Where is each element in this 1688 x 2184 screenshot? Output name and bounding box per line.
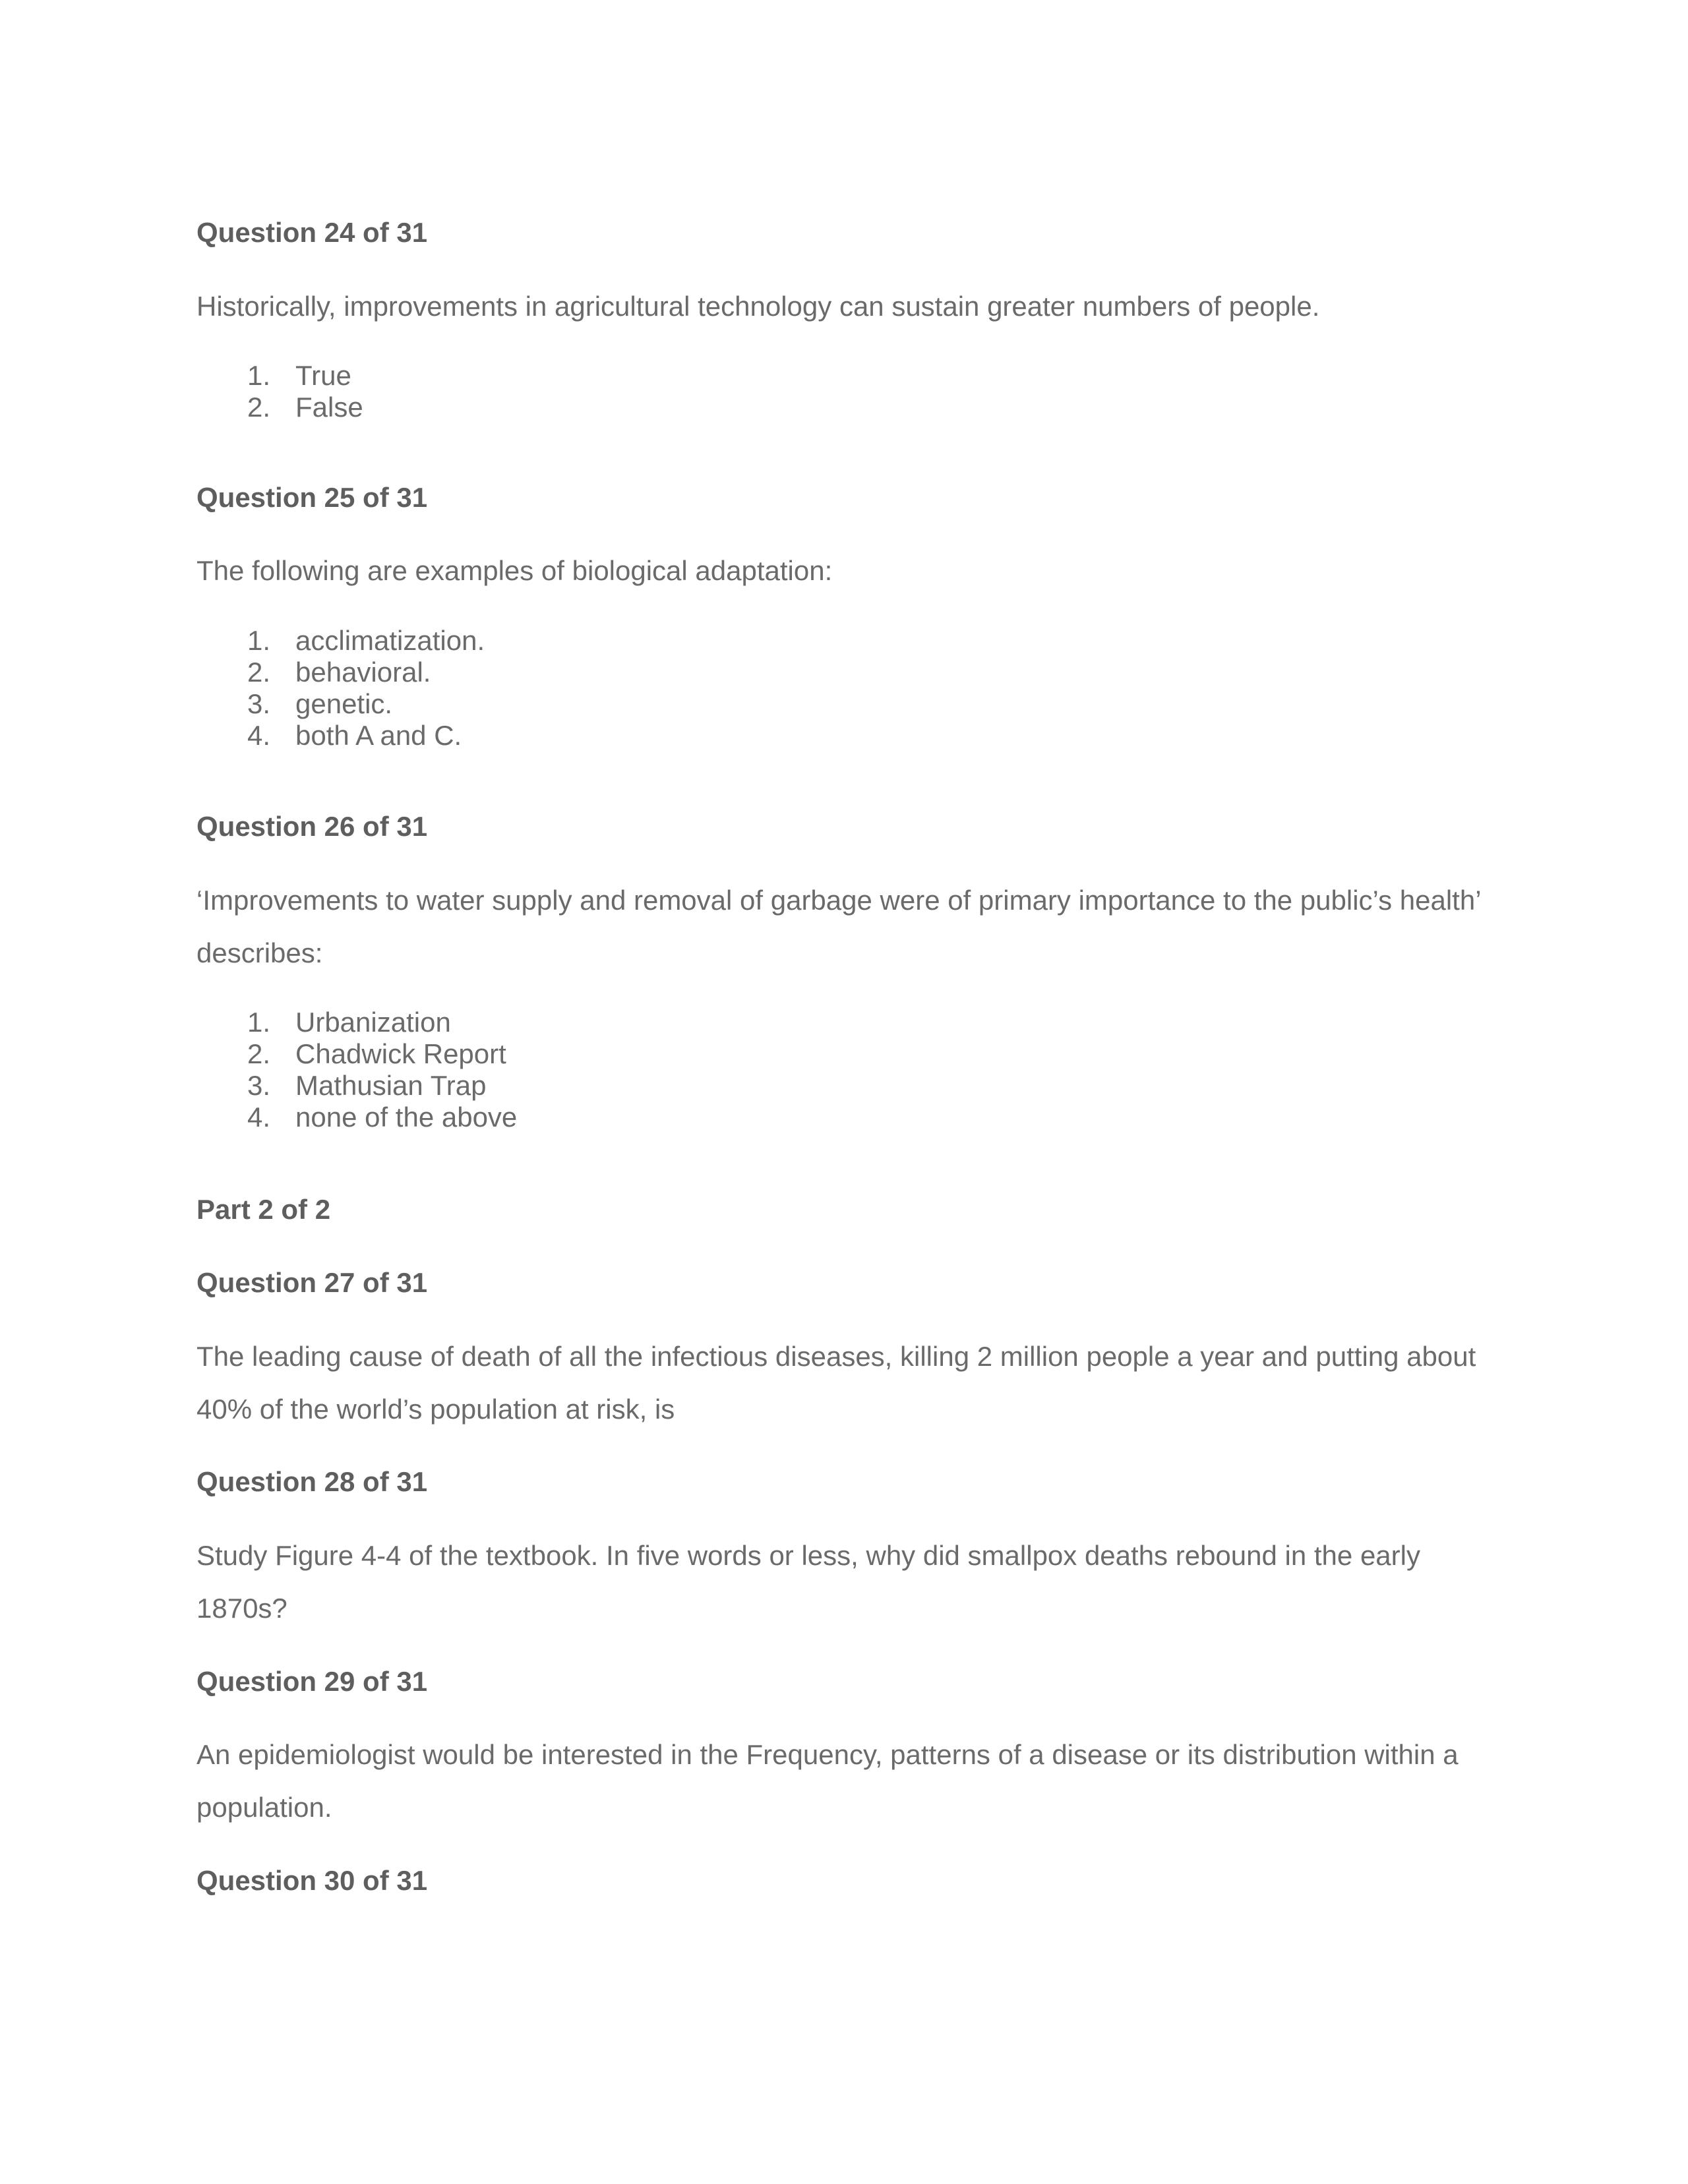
prompt-line: ‘Improvements to water supply and removal of garbage were of primary importance to the public’s health’ — [196, 885, 1482, 916]
question-29-prompt — [196, 1728, 1489, 1834]
question-28-heading: Question 28 of 31 — [196, 1466, 428, 1497]
question-27-prompt — [196, 1330, 1489, 1436]
option-item: 1. True — [247, 360, 351, 391]
prompt-line: Study Figure 4-4 of the textbook. In five words or less, why did smallpox deaths rebound in the early — [196, 1540, 1420, 1571]
option-item: 1. Urbanization — [247, 1007, 451, 1038]
part-heading: Part 2 of 2 — [196, 1194, 331, 1225]
prompt-line: The leading cause of death of all the infectious diseases, killing 2 million people a year and putting about — [196, 1341, 1476, 1372]
question-26-prompt — [196, 874, 1489, 980]
question-26-heading: Question 26 of 31 — [196, 811, 428, 842]
prompt-line: population. — [196, 1792, 332, 1823]
question-28-prompt — [196, 1529, 1489, 1635]
option-item: 4. both A and C. — [247, 720, 462, 751]
question-25-heading: Question 25 of 31 — [196, 482, 428, 513]
option-item: 3. Mathusian Trap — [247, 1070, 487, 1101]
question-25-options — [196, 625, 485, 752]
option-item: 3. genetic. — [247, 688, 393, 719]
question-26-options — [196, 1007, 517, 1133]
option-item: 4. none of the above — [247, 1102, 518, 1133]
option-item: 2. behavioral. — [247, 657, 431, 688]
question-27-heading: Question 27 of 31 — [196, 1267, 428, 1298]
option-item: 1. acclimatization. — [247, 625, 485, 656]
question-24-options — [196, 360, 363, 423]
prompt-line: describes: — [196, 937, 323, 968]
prompt-line: An epidemiologist would be interested in the Frequency, patterns of a disease or its distribution within a — [196, 1739, 1459, 1770]
option-item: 2. False — [247, 392, 363, 423]
question-29-heading: Question 29 of 31 — [196, 1666, 428, 1697]
question-30-heading: Question 30 of 31 — [196, 1865, 428, 1896]
prompt-line: 1870s? — [196, 1593, 287, 1624]
question-25-prompt: The following are examples of biological adaptation: — [196, 555, 833, 586]
option-item: 2. Chadwick Report — [247, 1038, 506, 1069]
question-24-heading: Question 24 of 31 — [196, 217, 428, 248]
question-24-prompt: Historically, improvements in agricultural technology can sustain greater numbers of people. — [196, 291, 1320, 322]
prompt-line: 40% of the world’s population at risk, is — [196, 1394, 675, 1425]
